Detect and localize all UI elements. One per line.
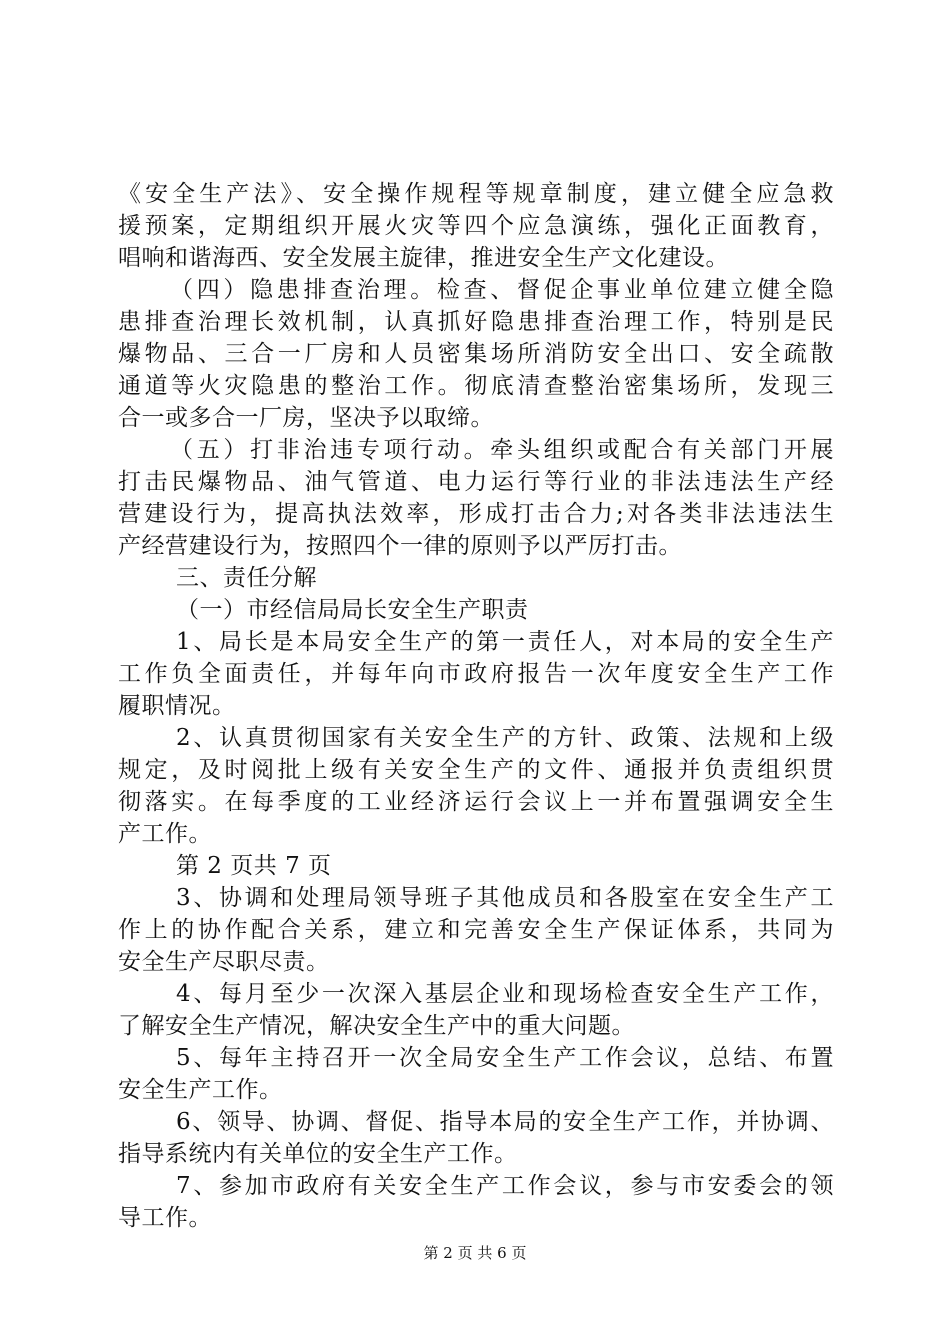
text-line: 患排查治理长效机制，认真抓好隐患排查治理工作，特别是民	[118, 309, 834, 335]
text-line: 彻落实。在每季度的工业经济运行会议上一并布置强调安全生	[118, 789, 834, 815]
text-line: 通道等火灾隐患的整治工作。彻底清查整治密集场所，发现三	[118, 373, 834, 399]
text-line: 6、领导、协调、督促、指导本局的安全生产工作，并协调、	[176, 1109, 834, 1135]
text-line: 4、每月至少一次深入基层企业和现场检查安全生产工作，	[176, 981, 834, 1007]
text-line: 安全生产工作。	[118, 1077, 283, 1103]
text-line: 作上的协作配合关系，建立和完善安全生产保证体系，共同为	[118, 917, 834, 943]
text-line: 营建设行为，提高执法效率，形成打击合力;对各类非法违法生	[118, 501, 834, 527]
text-line: 爆物品、三合一厂房和人员密集场所消防安全出口、安全疏散	[118, 341, 834, 367]
text-line: （四）隐患排查治理。检查、督促企事业单位建立健全隐	[170, 277, 834, 303]
text-line: 三、责任分解	[176, 565, 317, 591]
text-line: 产经营建设行为，按照四个一律的原则予以严厉打击。	[118, 533, 682, 559]
text-line: 履职情况。	[118, 693, 236, 719]
text-line: 工作负全面责任，并每年向市政府报告一次年度安全生产工作	[118, 661, 834, 687]
document-body	[118, 178, 834, 1234]
text-line: 打击民爆物品、油气管道、电力运行等行业的非法违法生产经	[118, 469, 834, 495]
text-line: 安全生产尽职尽责。	[118, 949, 330, 975]
page-footer	[0, 1243, 950, 1263]
text-line: 规定，及时阅批上级有关安全生产的文件、通报并负责组织贯	[118, 757, 834, 783]
text-line: 导工作。	[118, 1205, 212, 1231]
text-line: 3、协调和处理局领导班子其他成员和各股室在安全生产工	[176, 885, 834, 911]
text-line: 7、参加市政府有关安全生产工作会议，参与市安委会的领	[176, 1173, 834, 1199]
text-line: 唱响和谐海西、安全发展主旋律，推进安全生产文化建设。	[118, 245, 729, 271]
text-line: 了解安全生产情况，解决安全生产中的重大问题。	[118, 1013, 635, 1039]
text-line: 合一或多合一厂房，坚决予以取缔。	[118, 405, 494, 431]
text-line: 2、认真贯彻国家有关安全生产的方针、政策、法规和上级	[176, 725, 834, 751]
text-line: 指导系统内有关单位的安全生产工作。	[118, 1141, 518, 1167]
text-line: （一）市经信局局长安全生产职责	[176, 597, 529, 623]
text-line: 第 2 页共 7 页	[176, 853, 332, 879]
text-line: 1、局长是本局安全生产的第一责任人，对本局的安全生产	[176, 629, 834, 655]
text-line: （五）打非治违专项行动。牵头组织或配合有关部门开展	[170, 437, 834, 463]
text-line: 《安全生产法》、安全操作规程等规章制度，建立健全应急救	[118, 181, 834, 207]
text-line: 援预案，定期组织开展火灾等四个应急演练，强化正面教育，	[118, 213, 834, 239]
text-line: 产工作。	[118, 821, 212, 847]
page-number: 第 2 页 共 6 页	[423, 1244, 527, 1262]
text-line: 5、每年主持召开一次全局安全生产工作会议，总结、布置	[176, 1045, 834, 1071]
